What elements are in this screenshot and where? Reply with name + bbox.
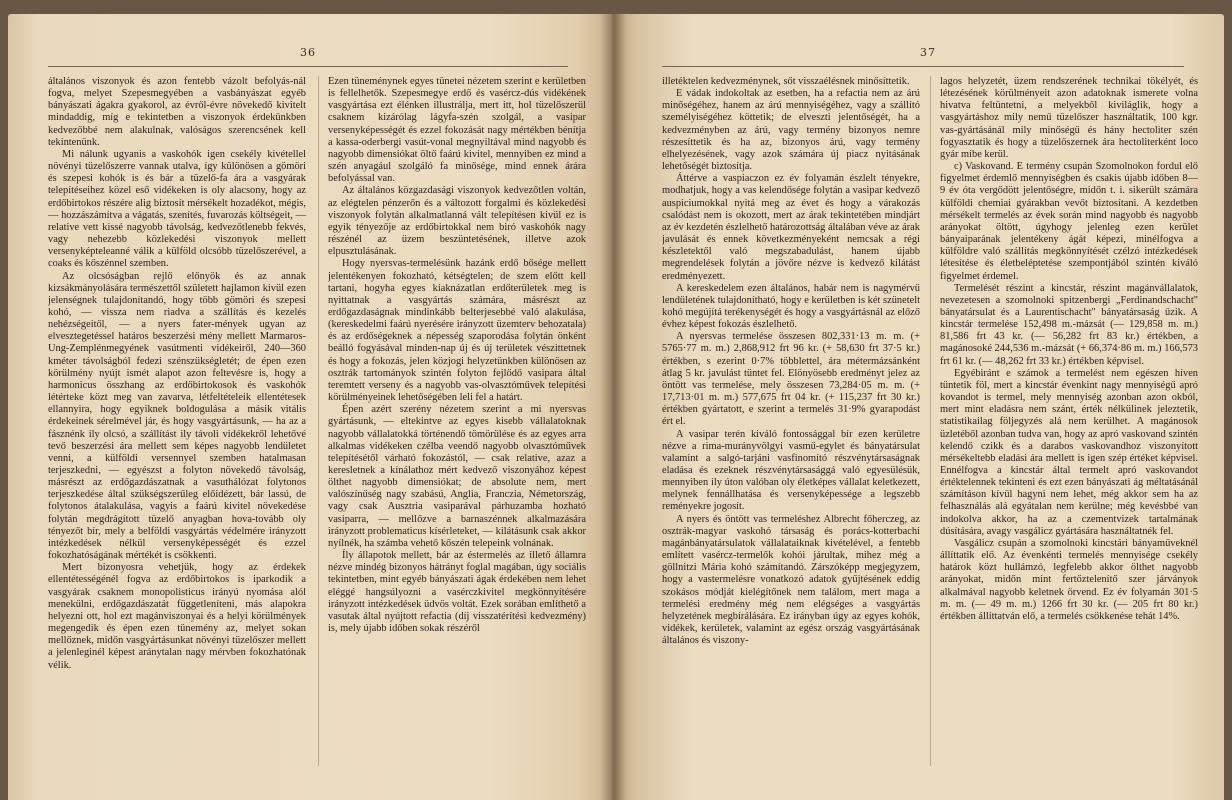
column-divider <box>930 76 931 766</box>
page-number: 37 <box>920 46 936 59</box>
page-number: 36 <box>300 46 316 59</box>
paragraph: Áttérve a vaspiaczon ez év folyamán észlelt tényekre, modhatjuk, hogy a vas kelendősége folytán a vasipar kedvező auspiciumokkal nyitá meg az évet és hogy a várakozás csalódást nem is okozott, mert az árak tekintetében mindjárt az év kezdetén észlelhető határozottság általában véve az árak javulását és ennek következményeként nemcsak a régi készletektől való megszabadulást, hanem újabb megrendelések folytán a jövőre nézve is kedvező kilátást eredményezett. <box>662 173 920 282</box>
paragraph: illetéktelen kedvezménynek, sőt visszaélésnek minősíttetik. <box>662 76 910 87</box>
paragraph: E vádak indokoltak az esetben, ha a refactia nem az árú minőségéhez, hanem az árú mennyiségéhez, vagy a szállító személyiségéhez köttetik; de elveszti jelentőségét, ha a kedvezményben az árú, vagy termény bizonyos nemre részesíttetik és ha az, bizonyos árú, vagy termény elhelyezésének, vagy azok számára új piacz nyitásának lehetőségét biztosítja. <box>662 88 920 173</box>
paragraph: Az olcsóságban rejlő előnyök és az annak kizsákmányolására természettől született hajlamon kivül ezen jelenségnek tulajdonítandó, hogy több gömöri és szepesi kohó, — vissza nem riadva a szállítás és kezelés nehézségeitől, — a nyers fater-mények ugyan az elvesztegetéssel határos beszerzési mény mellett Marmaros-Ung-Zemplénmegyének vasútmenti vidékeiről, 240—360 kméter távolságból fedezi szénszükségletét; de épen ezen körülmény nyújt ismét alapot azon feltevésre is, hogy a harmonicus összhang az erdőbirtokosok és vaskohók létérteke közt meg van zavarva, létfeltételeik ellentétesek ellannyira, hogy egyiknek boldogulása a másik vitális érdekeinek sérelmével jár, és hogy vasgyártásunk, — ha az a fásznénk ily olcsó, a szállítást ily távoli vidékekről lehetővé tevő beszerzési ára mellett sem képes nagyobb lendületet venni, a külföldi versennyel szemben hatalmasan terjeszkedni, — egyészst a folyton növekedő távolság, másrészt az erdőgazdászatnak a vasuthálózat folytonos terjeszkedése által szükségszerűleg előidézett, bár lassú, de folytonos átalakulása, vagyis a faárú kivitel növekedése folytán megdrágított tüzelő anyagban hova-tovább oly tényezőt bír, mely a belföldi vasgyártás védelmére irányzott intézkedések nélkül versenyképességét és ezzel fokozhatóságának mértékét is csökkenti. <box>48 270 306 562</box>
paragraph: A vasipar terén kiváló fontossággal bír ezen kerületre nézve a rima-murányvölgyi vasmű-egylet és bányatársulat valamint a salgó-tarjáni vasfinomító részvénytársaságnak eladása és ezeknek részvénytársasággá való egyesülésük, mennyiben ily úton valóban oly életképes vállalat keletkezett, melynek fennállhatása és versenyképessége a legszebb reményekre jogosít. <box>662 428 920 513</box>
paragraph: Vasgálicz csupán a szomolnoki kincstári bányaműveknél állíttatik elő. Az évenkénti termelés mennyisége csekély határok közt hullámzó, legfelebb akkor ölthet nagyobb arányokat, midőn mint fertőztelenítő szer járványok alkalmával nagyobb keletnek örvend. Ez év folyamán 301·5 m. m. (— 49 m. m.) 1266 frt 30 kr. (— 205 frt 80 kr.) értékben állíttatván elő, a termelés csökkenése tehát 14%. <box>940 537 1198 622</box>
text-column-1 <box>662 76 920 776</box>
paragraph: Épen azért szerény nézetem szerint a mi nyersvas gyártásunk, — eltekintve az egyes kisebb vállalatoknak nagyobb vállalatokká történendő tömörülése és az egyes arra alkalmas vidékeken czélba veendő nagyobb olvasztóművek telepítésétől várható fokozástól, — csak relative, azaz a keresletnek a kínálathoz mért kedvező viszonyához képest ölthet nagyobb dimensiókat; de absolute nem, mert valószínűség nagy szabású, Anglia, Franczia, Németország, vagy csak Ausztria vasiparával párhuzamba hozható vasiparra, — mellőzve a barnaszénnek alkalmazására irányzott problematicus kísérleteket, — kilátásunk csak akkor nyílnék, ha számba vehető kőszén telepeink volnának. <box>328 404 586 549</box>
paragraph: Hogy nyersvas-termelésünk hazánk erdő bősége mellett jelentékenyen fokozható, kétségtelen; de szem előtt kell tartani, hogyha egyes kiaknázatlan erdőterületek meg is nyittatnak a vasgyártás számára, másrészt az erdőgazdaságnak mindinkább belterjesebbé való alakulása, (kereskedelmi faárú nyerésére irányzott üzemterv behozatala) és az erdőségeknek a népesség szaporodása folytán önként beálló fogyásával minden-nap új és új területek vészittetnek és hogy a fokozás, jelen közjogi helyzetünkben különösen az osztrák tartományok szintén folyton fejlődő vasipara által teremtett verseny és a nagyobb vas-olvasztóművek telepítési körülményeinek lehetőségében leli fel a határt. <box>328 258 586 404</box>
paragraph: Az általános közgazdasági viszonyok kedvezőtlen voltán, az elégtelen pénzerőn és a változott forgalmi és közlekedési viszonyok folytán alkalmatlanná vált telepítésen kivül ez is egyik tényezője az erdőbirtokkal nem biró vaskohók nagy részénél az üzem beszüntetésének, illetve azok elpusztulásának. <box>328 185 586 258</box>
paragraph: Ezen tüneménynek egyes tünetei nézetem szerint e kerületben is fellelhetők. Szepesmegye erdő és vasércz-dús vidékének vasgyártása ezt élénken illustrálja, mert itt, hol tüzelőszerül csaknem kizárólag lágyfa-szén szolgál, a vasipar versenyképességét és ezzel fokozását nagy mértékben bénítja a kassa-oderbergi vasút-vonal megnyiltával mind nagyobb és nagyobb dimensiókat öltő faárú kivitel, mennyiben ez mind a szén anyagául szolgáló fa minősége, mind ennek árára befolyással van. <box>328 76 586 185</box>
paragraph: A nyers és öntött vas termeléshez Albrecht főherczeg, az osztrák-magyar vaskohó társaság és porács-kotterbachi magánbányatársulatok vállalataiknak kivételével, a fentebb említett vasércz-termelők kohói járultak, mihez még a göllnitzi Mária kohó számítandó. Zárszóképp megjegyzem, hogy a vastermelésre vonatkozó adatok gyűjtésének eddig szokásos módját kielégítőnek nem találom, mert maga a termelési eredmény még nem elégséges a vasgyártás helyzetének megbírálására. Ez irányban úgy az egyes kohók, vidékek, kerületek, valamint az egész ország vasgyártásának általános és viszony- <box>662 513 920 647</box>
text-column-2 <box>940 76 1198 776</box>
paragraph: lagos helyzetét, üzem rendszerének technikai tökélyét, és létezésének körülményeit azon adatoknak ismerete volna hivatva feltüntetni, a melyekből kiviláglik, hogy a vasgyártáshoz mily nemű tüzelőszer használtatik, 100 kgr. vas-gyártásánál mily minőségű és hány hectoliter szén fogyasztatik és hogy a tüzelőszernek ára hectoliterként loco gyár mibe kerül. <box>940 76 1198 160</box>
text-column-1 <box>48 76 306 776</box>
paragraph: A kereskedelem ezen általános, habár nem is nagymérvű lendületének tulajdonítható, hogy e kerületben is két szünetelt kohó megújítá terékenységét és hogy a vasgyártásnál az előző évhez képest fokozás észlelhető. <box>662 282 920 331</box>
header-rule <box>662 66 1184 67</box>
text-column-2 <box>328 76 586 776</box>
right-page <box>612 14 1224 800</box>
paragraph: c) Vaskovand. E termény csupán Szomolnokon fordul elő figyelmet érdemlő mennyiségben és csakis újabb időben 8—9 év óta vergődött jelentőségre, midőn t. i. sikerült számára külföldi chemiai gyárakban vevőt biztosítani. A kezdetben mérsékelt termelés az évek során mind nagyobb és nagyobb arányokat öltött, úgyhogy jelenleg ezen kerület bányaiparának jelentékeny ágát képezi, minélfogva a külföldre való szállítás megkönnyítését czélzó intézkedések létesítése és életbeléptetése szempontjából szintén kiváló figyelmet érdemel. <box>940 161 1198 282</box>
paragraph: általános viszonyok és azon fentebb vázolt befolyás-nál fogva, melyet Szepesmegyében a vasbányászat egyéb bányászati ágakra gyakorol, az évről-évre növekedő kivitelt mindaddig, míg e tekintetben a viszonyok érdekünkben kedvezőbbé nem alakulnak, valóságos szerencsének kell tekintenünk. <box>48 76 306 148</box>
header-rule <box>48 66 568 67</box>
paragraph: Egyébiránt e számok a termelést nem egészen híven tüntetik föl, mert a kincstár évenkint nagy mennyiségű apró kovandot is termel, mely mennyiség azonban azon okból, mert mint eladásra nem szánt, érték nélkülinek jeleztetik, statistikailag följegyzés alá nem kerülhet. A magánosok üzletéből azonban tudva van, hogy az apró vaskovand szintén kelendő czikk és a darabos vaskovandhoz viszonyított mérsékeltebb eladási ára mellett is igen szép értéket képvisel. Ennélfogva a kincstár által termelt apró vaskovandot értéktelennek tekinteni és ezt ezen bányászati ág méltatásánál számításon kívül hagyni nem lehet, még akkor sem ha az felhasználás alá egyátalan nem kerülne; még kevésbbé van indokolva akkor, ha az a czementvizek tartalmának dúsítására, avagy vasgálicz gyártására használtatnék fel. <box>940 367 1198 537</box>
book-gutter <box>600 14 626 800</box>
paragraph: Mi nálunk ugyanis a vaskohók igen csekély kivétellel növényi tüzelőszerre vannak utalva, így különösen a gömöri és szepesi kohók is és bár a tüzelő-fa ára a vasgyárak telepítéseihez közel eső vidékeken is oly alacsony, hogy az erdőbirtokos részére alig biztosít mérsékelt hozadékot, mégis, — hozzászámítva a vágatás, szenítés, fuvarozás költségeit, — relative vett kissé nagyobb távolság, kedvezőtlenebb fekvés, vagy nehezebb közlekedési viszonyok mellett versenyképteleanné válik a külföld olcsóbb tüzelőszerével, a coaks és kőszénnel szemben. <box>48 148 306 270</box>
paragraph: Termelését részint a kincstár, részint magánvállalatok, nevezetesen a szomolnoki spitzenbergi „Ferdinandschacht" bányatársulat és a Laurentischacht" bányatársaság űzik. A kincstár termelése 152,498 m.-mázsát (— 129,858 m. m.) 81,586 frt 43 kr. (— 56,282 frt 83 kr.) értékben, a magánosoké 244,536 m.-mázsát (+ 66,374·86 m. m.) 166,573 frt 61 kr. (— 48,262 frt 33 kr.) értékben képvisel. <box>940 282 1198 367</box>
paragraph: A nyersvas termelése összesen 802,331·13 m. m. (+ 5765·77 m. m.) 2,868,912 frt 96 kr. (+ 58,630 frt 37·5 kr.) értékben, s ezerint 0·7% többlettel, ára métermázsánként átlag 5 kr. javulást tüntet fel. Elönyösebb eredményt jelez az öntött vas termelése, mely összesen 73,284·05 m. m. (+ 17,713·01 m. m.) 577,675 frt 04 kr. (+ 115,237 frt 30 kr.) értékben gyártatott, e szerint a termelés 31·9% gyarapodást ért el. <box>662 331 920 428</box>
paragraph: Mert bizonyosra vehetjük, hogy az érdekek ellentétességénél fogva az erdőbirtokos is iparkodik a vasgyárak csaknem monopolisticus irányú nyomása alól menekülni, erdőgazdászatát függetleníteni, más alapokra helyezni ott, hol ezt magánviszonyai és a helyi körülmények megengedik és épen ezen tünemény az, melyet sokan mellőznek, midőn vasgyártásunkat növényi tüzelőszer mellett a jelenleginél képest aránytalan nagy mérvben fokozhatónak vélik. <box>48 562 306 671</box>
left-page <box>8 14 612 800</box>
paragraph: Íly állapotok mellett, bár az éstermelés az illető államra nézve mindég bizonyos hátrányt foglal magában, úgy sociális tekintetben, mint egyéb bányászati ágak érdekében nem lehet eléggé hangsúlyozni a vasérczkivitel megkönnyítésére irányzott intézkedések üdvös voltát. Ezek sorában említhető a vasutak által nyújtott refactia (díj visszatérítési kedvezmény) is, mely újabb időben sokak részéről <box>328 550 586 635</box>
column-divider <box>318 76 319 766</box>
